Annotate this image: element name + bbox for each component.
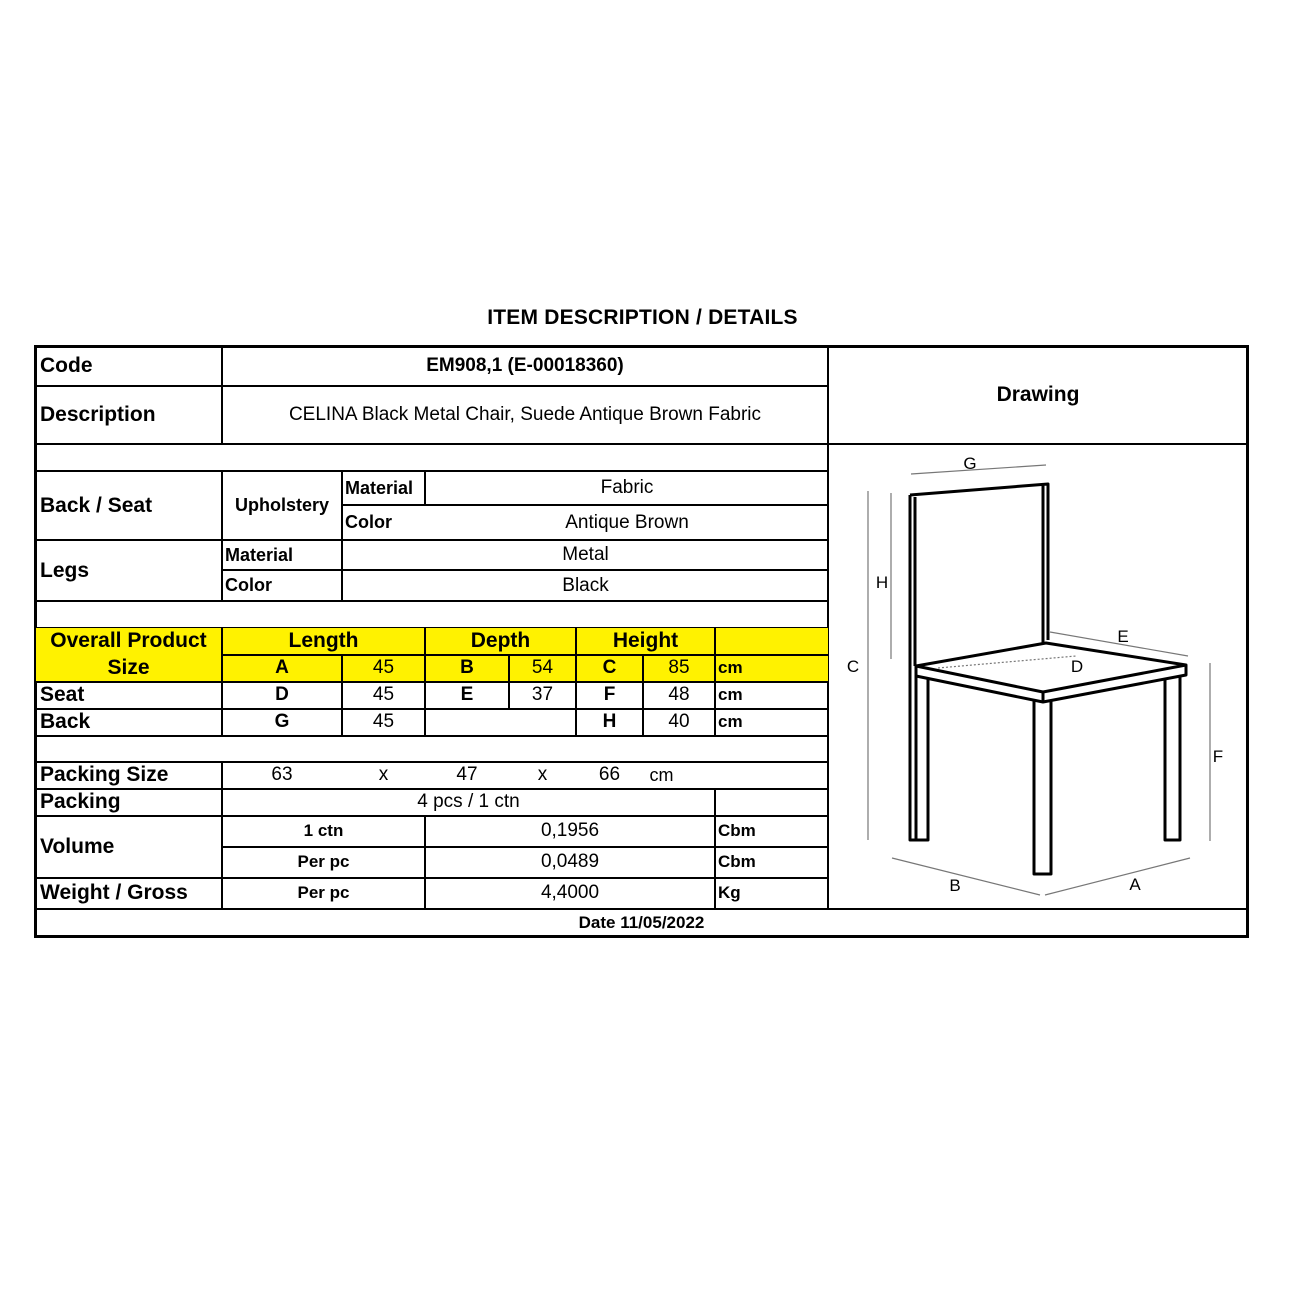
seat-unit: cm: [718, 685, 743, 704]
upholstery-color-value: Antique Brown: [565, 511, 689, 533]
description-value: CELINA Black Metal Chair, Suede Antique Brown Fabric: [288, 404, 762, 425]
back-h-value: 40: [668, 711, 690, 732]
volume-pc-unit: Cbm: [718, 852, 756, 871]
seat-f-letter: F: [603, 684, 616, 705]
weight-value: 4,4000: [540, 882, 600, 903]
drawing-label-c: C: [846, 657, 860, 676]
upholstery-color-label: Color: [345, 512, 392, 532]
volume-ctn-value: 0,1956: [540, 820, 600, 841]
overall-a-letter: A: [275, 657, 289, 678]
volume-pc-value: 0,0489: [540, 851, 600, 872]
drawing-label-b: B: [949, 876, 961, 895]
packing-size-x2: x: [537, 764, 548, 785]
seat-d-letter: D: [275, 684, 289, 705]
drawing-label-d: D: [1070, 657, 1084, 676]
overall-b-value: 54: [531, 657, 554, 678]
back-g-letter: G: [274, 711, 290, 732]
overall-a-value: 45: [372, 657, 395, 678]
legs-color-value: Black: [562, 574, 609, 596]
code-value: EM908,1 (E-00018360): [426, 355, 624, 376]
volume-ctn-label: 1 ctn: [303, 821, 344, 840]
packing-size-x1: x: [378, 764, 389, 785]
drawing-label: Drawing: [996, 383, 1080, 406]
upholstery-material-label: Material: [345, 477, 414, 498]
depth-header: Depth: [470, 629, 531, 652]
volume-pc-label: Per pc: [297, 852, 350, 871]
description-label: Description: [40, 403, 156, 426]
page-title: ITEM DESCRIPTION / DETAILS: [487, 306, 798, 329]
packing-size-length: 63: [271, 764, 293, 785]
packing-value: 4 pcs / 1 ctn: [417, 791, 520, 812]
drawing-label-h: H: [875, 573, 889, 592]
overall-c-letter: C: [602, 657, 617, 678]
volume-label: Volume: [40, 834, 115, 858]
overall-c-value: 85: [668, 657, 690, 678]
packing-size-unit: cm: [649, 764, 674, 785]
back-seat-label: Back / Seat: [40, 493, 153, 517]
date-label: Date 11/05/2022: [578, 912, 705, 932]
packing-label: Packing: [40, 790, 121, 813]
upholstery-material-value: Fabric: [600, 477, 654, 498]
volume-ctn-unit: Cbm: [718, 821, 756, 840]
chair-drawing: [828, 443, 1247, 908]
back-label: Back: [40, 710, 91, 733]
weight-label: Weight / Gross: [40, 881, 188, 904]
drawing-label-f: F: [1212, 747, 1224, 766]
back-unit: cm: [718, 712, 743, 731]
legs-color-label: Color: [225, 575, 272, 595]
drawing-label-a: A: [1129, 875, 1141, 894]
back-h-letter: H: [602, 711, 617, 732]
code-label: Code: [40, 354, 93, 377]
height-header: Height: [612, 629, 679, 652]
drawing-label-g: G: [963, 454, 977, 473]
upholstery-label: Upholstery: [234, 495, 330, 515]
seat-d-value: 45: [372, 684, 395, 705]
overall-unit: cm: [718, 658, 743, 677]
packing-size-width: 47: [456, 764, 478, 785]
legs-label: Legs: [40, 558, 90, 582]
seat-e-value: 37: [531, 684, 554, 705]
length-header: Length: [288, 629, 359, 652]
seat-label: Seat: [40, 683, 85, 706]
seat-f-value: 48: [668, 684, 690, 705]
back-g-value: 45: [372, 711, 395, 732]
weight-pc-label: Per pc: [297, 883, 350, 902]
weight-unit: Kg: [718, 883, 741, 902]
legs-material-value: Metal: [562, 544, 609, 565]
overall-b-letter: B: [460, 657, 474, 678]
seat-e-letter: E: [460, 684, 474, 705]
overall-size-label-1: Overall Product: [50, 629, 207, 652]
overall-size-label-2: Size: [107, 656, 150, 679]
drawing-label-e: E: [1117, 627, 1129, 646]
legs-material-label: Material: [225, 544, 294, 565]
packing-size-height: 66: [598, 764, 621, 785]
packing-size-label: Packing Size: [40, 763, 169, 786]
